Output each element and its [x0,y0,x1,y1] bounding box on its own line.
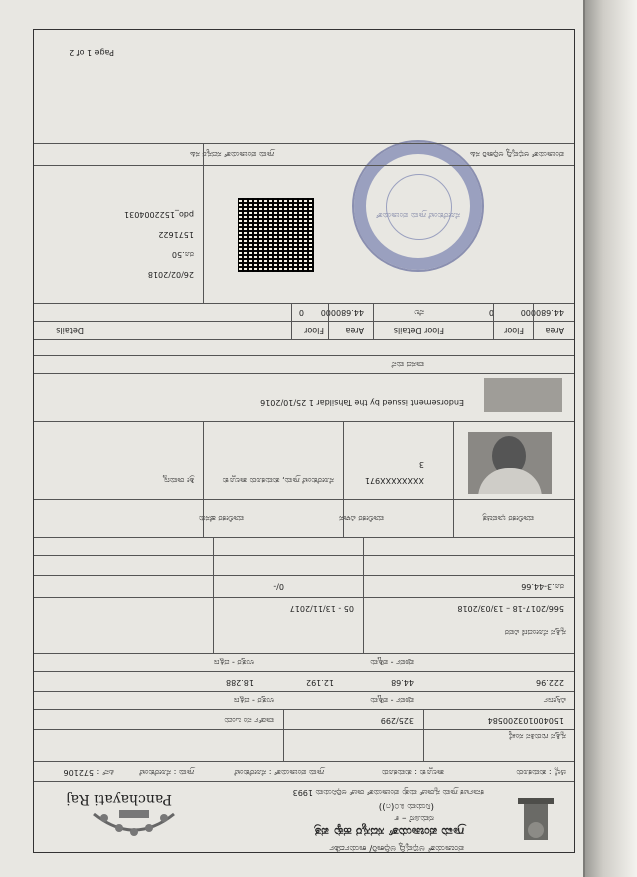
pdo-id: pdo_1522004031 [124,210,194,219]
boundaries-ew: ಪೂರ್ವ - ಪಶ್ಚಿಮ [370,658,414,667]
dimension-header-area: ವಿಸ್ತೀರ್ಣ [543,696,566,705]
form-frame [33,29,575,853]
form-number: ನಮೂನೆ – ೯ [394,813,434,823]
issue-date: 26/02/2018 [147,270,194,279]
floor-header-area-2: Area [545,326,564,335]
photo-label: ಮಾಲೀಕರ ಭಾವಚಿತ್ರ [482,514,534,523]
address-taluk: ತಾಲ್ಲೂಕು : ತುಮಕೂರು [381,768,444,777]
registration-date: 05 - 13/11/2017 [289,604,354,613]
signature-pdo: ಪಂಚಾಯತ್ ಅಭಿವೃದ್ಧಿ ಅಧಿಕಾರಿ ಸಹಿ [470,150,564,159]
floor-header-area: Area [345,326,364,335]
official-title: ಪಂಚಾಯತ್ ಅಭಿವೃದ್ಧಿ ಅಧಿಕಾರಿ/ ಕಾರ್ಯದರ್ಶಿ [329,843,464,853]
floor-header-label: Details [56,326,84,335]
endorsement: Endorsement issued by the Tahsildar 1 25/10/2016 [260,398,464,407]
logo-text: Panchayati Raj [66,791,172,807]
owner-count: 3 [418,460,424,469]
emblem-icon [506,796,566,842]
property-id-label: ಸ್ವತ್ತಿನ ಗುರುತಿನ ಸಂಖ್ಯೆ [508,732,566,741]
registration-number: 566/2017-18 – 13/03/2018 [457,604,564,613]
floor-row-floor: 0 [298,308,304,317]
fee: ರೂ.50 [171,250,194,259]
dimension-ns: 18.288 [226,678,254,687]
floor-row-floor-2: 0 [488,308,494,317]
dimension-ew: 44.68 [391,678,414,687]
floor-row-area: 44.680000 [320,308,364,317]
book-spine [585,0,637,877]
document-title: ಗ್ರಾಮ ಪಂಚಾಯತ್ ಸದಸ್ಯರ ಹಕ್ಕು ಪತ್ರ [314,825,464,839]
dimension-header-ns: ಉತ್ತರ - ದಕ್ಷಿಣ [233,696,274,705]
act-line: ಕರ್ನಾಟಕ ಗ್ರಾಮ ಸ್ವರಾಜ್ ಮತ್ತು ಪಂಚಾಯತ್ ರಾಜ್ ಅಧಿನಿಯಮ 1993 [292,788,484,797]
dimension-header-ew: ಪೂರ್ವ - ಪಶ್ಚಿಮ [370,696,414,705]
owner-address-label: ಮಾಲೀಕರ ವಿಳಾಸ [339,514,384,523]
registration-label: ಸ್ವತ್ತಿನ ನೋಂದಣಿ ವಿವರ [504,628,566,637]
usage: ವಾಸದ ಮನೆ [391,360,424,369]
address-district: ಜಿಲ್ಲೆ : ತುಮಕೂರು [516,768,566,777]
owner-name-label: ಮಾಲೀಕರ ಹೆಸರು [198,514,244,523]
tax-total: ರೂ.3-44.66 [521,582,564,591]
official-seal [352,140,484,272]
property-id: 150400103200584 [487,716,564,725]
floor-header-floor-2: Floor [504,326,524,335]
dimension-ew-2: 12.192 [306,678,334,687]
signature-member: ಗ್ರಾಮ ಪಂಚಾಯತ್ ಸದಸ್ಯರ ಸಹಿ [190,150,274,159]
address-pin: ಪಿನ್ : 572106 [63,768,114,777]
owner-address: ಸೋರೆಕುಂಟೆ ಗ್ರಾಮ, ತುಮಕೂರು ತಾಲ್ಲೂಕು [222,476,334,485]
ward: ವಾರ್ಡ್ ನಂ ಒಂದು [224,716,274,725]
boundaries-ns: ಉತ್ತರ - ದಕ್ಷಿಣ [213,658,254,667]
seal-text: ಸೋರೆಕುಂಟೆ ಗ್ರಾಮ ಪಂಚಾಯತ್ [375,211,461,220]
dimension-area: 222.96 [536,678,564,687]
address-gp: ಗ್ರಾಮ ಪಂಚಾಯತ್ : ಸೋರೆಕುಂಟೆ [234,768,324,777]
tax-value: 0/- [273,582,284,591]
qr-code [238,198,314,272]
owner-name: ಶ್ರೀ ರಾಮಣ್ಣ [162,476,194,485]
floor-header-floor: Floor [304,326,324,335]
owner-aadhaar: XXXXXXXX971 [364,476,424,485]
address-village: ಗ್ರಾಮ : ಸೋರೆಕುಂಟೆ [139,768,194,777]
floor-row-details: ನೆಲ [414,308,424,317]
rule-reference: (ನಿಯಮ ೩೦(೧)) [378,801,434,811]
floor-row-area-2: 44.680000 [520,308,564,317]
property-number: 325/299 [380,716,414,725]
receipt-number: 1571622 [158,230,194,239]
floor-header-details: Floor Details [393,326,444,335]
page-label: Page 1 of 2 [69,48,114,57]
scanned-document-thumbnail [484,378,562,412]
owner-photo [468,432,552,494]
